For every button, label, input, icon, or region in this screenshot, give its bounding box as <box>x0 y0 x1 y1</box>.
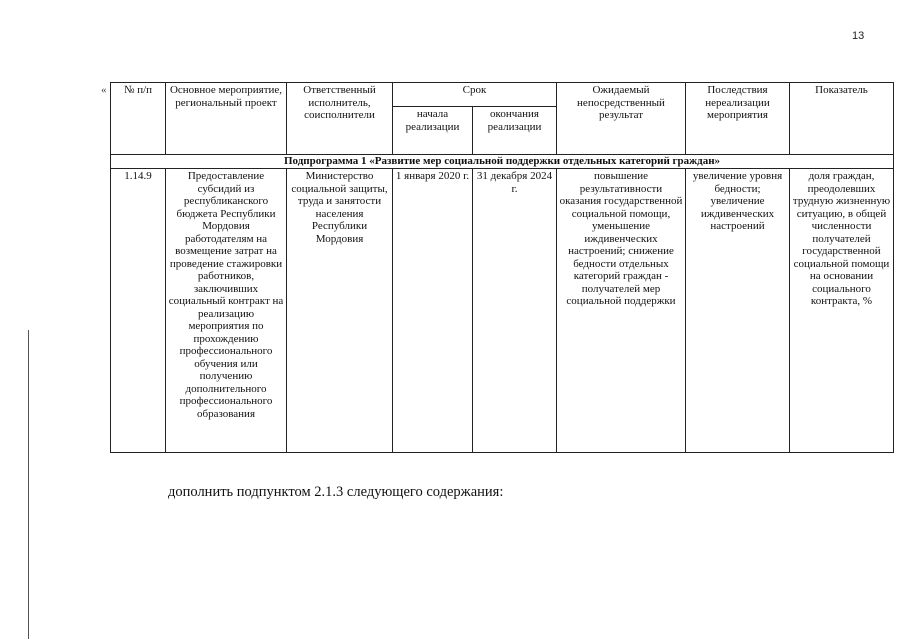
header-responsible: Ответственный исполнитель, соисполнители <box>287 83 393 155</box>
cell-indicator: доля граждан, преодолевших трудную жизненную ситуацию, в общей численности получателей государственной социальной помощи на основании социального контракта, % <box>790 169 894 453</box>
cell-expected: повышение результативности оказания государственной социальной помощи, уменьшение иждивенческих настроений; снижение бедности отдельных категорий граждан - получателей мер социальной поддержки <box>557 169 686 453</box>
header-row <box>111 83 894 107</box>
cell-end: 31 декабря 2024 г. <box>473 169 557 453</box>
margin-line <box>28 330 29 639</box>
header-indicator: Показатель <box>790 83 894 155</box>
program-table <box>110 82 894 453</box>
header-term-end: окончания реализации <box>473 107 557 155</box>
header-num: № п/п <box>111 83 166 155</box>
opening-quote: « <box>101 84 107 96</box>
header-consequences: Последствия нереализации мероприятия <box>686 83 790 155</box>
table-row <box>111 169 894 453</box>
header-expected: Ожидаемый непосредственный результат <box>557 83 686 155</box>
header-term-start: начала реализации <box>393 107 473 155</box>
page-number: 13 <box>852 30 865 42</box>
subprogram-title: Подпрограмма 1 «Развитие мер социальной поддержки отдельных категорий граждан» <box>111 155 894 169</box>
cell-consequences: увеличение уровня бедности; увеличение иждивенческих настроений <box>686 169 790 453</box>
cell-num: 1.14.9 <box>111 169 166 453</box>
cell-start: 1 января 2020 г. <box>393 169 473 453</box>
subprogram-row <box>111 155 894 169</box>
body-paragraph: дополнить подпунктом 2.1.3 следующего содержания: <box>168 484 504 500</box>
cell-responsible: Министерство социальной защиты, труда и занятости населения Республики Мордовия <box>287 169 393 453</box>
header-activity: Основное мероприятие, региональный проект <box>166 83 287 155</box>
header-term: Срок <box>393 83 557 107</box>
cell-activity: Предоставление субсидий из республиканского бюджета Республики Мордовия работодателям на возмещение затрат на проведение стажировки работников, заключивших социальный контракт на реализацию мероприятия по прохождению профессионального обучения или получению дополнительного профессионального образования <box>166 169 287 453</box>
